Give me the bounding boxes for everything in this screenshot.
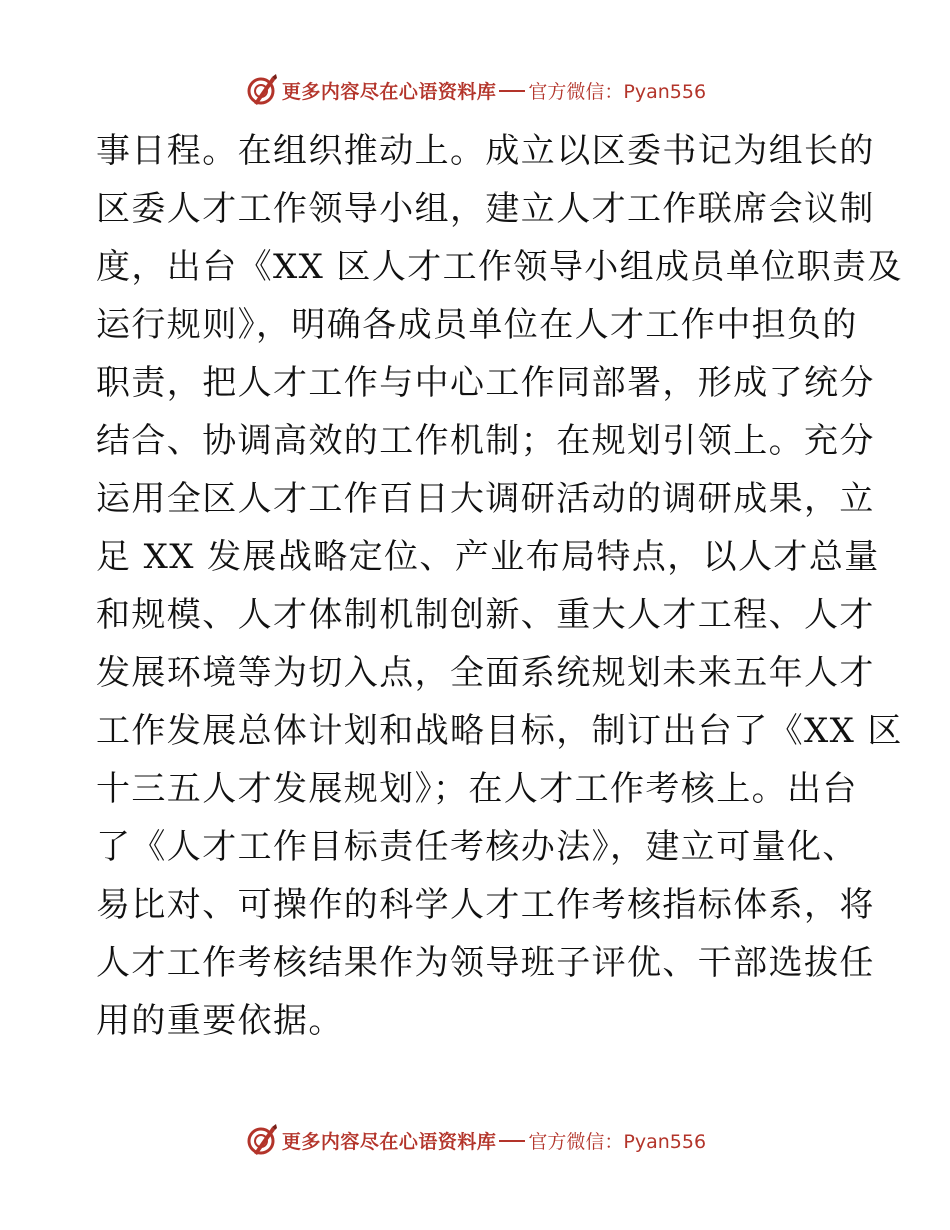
footer-brand-text: 更多内容尽在心语资料库 bbox=[281, 1130, 497, 1153]
header-wechat-text: 官方微信：Pyan556 bbox=[528, 80, 707, 103]
footer-dash-divider bbox=[499, 1140, 525, 1142]
pen-circle-logo-icon bbox=[244, 1123, 278, 1157]
body-line: 度，出台《XX 区人才工作领导小组成员单位职责及 bbox=[96, 247, 903, 287]
body-line: 区委人才工作领导小组，建立人才工作联席会议制 bbox=[96, 189, 875, 229]
body-line: 职责，把人才工作与中心工作同部署，形成了统分 bbox=[96, 363, 875, 403]
pen-circle-logo-icon bbox=[244, 73, 278, 107]
footer-banner bbox=[0, 1120, 950, 1160]
header-banner bbox=[0, 70, 950, 110]
body-line: 发展环境等为切入点，全面系统规划未来五年人才 bbox=[96, 653, 875, 693]
body-line: 结合、协调高效的工作机制；在规划引领上。充分 bbox=[96, 421, 875, 461]
body-line: 和规模、人才体制机制创新、重大人才工程、人才 bbox=[96, 595, 875, 635]
footer-wechat-text: 官方微信：Pyan556 bbox=[528, 1130, 707, 1153]
header-brand-text: 更多内容尽在心语资料库 bbox=[281, 80, 497, 103]
body-line: 足 XX 发展战略定位、产业布局特点，以人才总量 bbox=[96, 537, 880, 577]
body-line: 运用全区人才工作百日大调研活动的调研成果，立 bbox=[96, 479, 875, 519]
body-line: 事日程。在组织推动上。成立以区委书记为组长的 bbox=[96, 131, 875, 171]
body-line: 易比对、可操作的科学人才工作考核指标体系，将 bbox=[96, 885, 875, 925]
body-line: 运行规则》，明确各成员单位在人才工作中担负的 bbox=[96, 305, 858, 345]
body-line: 工作发展总体计划和战略目标，制订出台了《XX 区 bbox=[96, 711, 903, 751]
body-line: 用的重要依据。 bbox=[96, 1001, 344, 1041]
body-line: 人才工作考核结果作为领导班子评优、干部选拔任 bbox=[96, 943, 875, 983]
header-dash-divider bbox=[499, 90, 525, 92]
body-line: 了《人才工作目标责任考核办法》，建立可量化、 bbox=[96, 827, 858, 867]
body-line: 十三五人才发展规划》；在人才工作考核上。出台 bbox=[96, 769, 858, 809]
document-body bbox=[96, 122, 903, 1050]
